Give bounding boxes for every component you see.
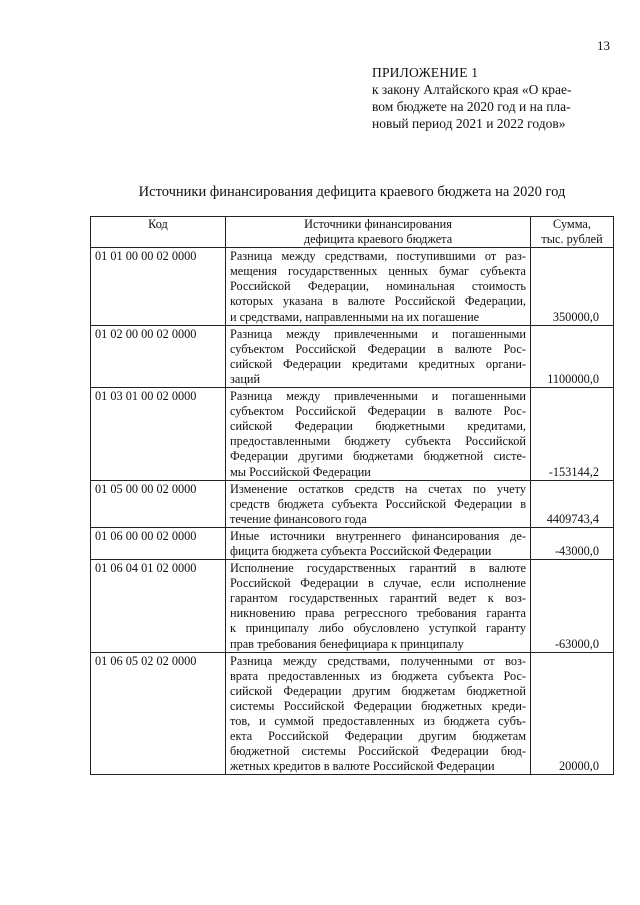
row-description-line: Российской Федерации в случае, если исполнение [230,576,526,591]
row-code: 01 05 00 00 02 0000 [91,480,226,527]
row-code: 01 02 00 00 02 0000 [91,325,226,387]
row-code: 01 06 04 01 02 0000 [91,560,226,653]
row-description-line: субъектом Российской Федерации в валюте Рос- [230,341,526,356]
appendix-line: вом бюджете на 2020 год и на пла- [372,99,571,114]
row-code: 01 06 05 02 02 0000 [91,652,226,775]
row-description-line: Иные источники внутреннего финансирования де- [230,528,526,543]
row-description-line: Разница между средствами, поступившими от раз- [230,249,526,264]
appendix-block [372,64,612,132]
table-row [91,388,614,481]
table-row [91,560,614,653]
financing-sources-table [90,216,614,775]
row-description-line: и средствами, направленными на их погашение [230,309,480,324]
row-description-line: мы Российской Федерации [230,464,371,479]
row-description-line: Разница между средствами, полученными от воз- [230,653,526,668]
row-description [226,560,531,653]
row-description [226,480,531,527]
row-description-line: к принципалу либо обусловлено уступкой гаранту [230,621,526,636]
table-row [91,325,614,387]
table-row [91,248,614,325]
row-description [226,325,531,387]
row-code: 01 06 00 00 02 0000 [91,527,226,559]
row-description-line: течение финансового года [230,511,367,526]
row-code: 01 01 00 00 02 0000 [91,248,226,325]
row-description-line: тов, и суммой предоставленных из бюджета субъ- [230,714,526,728]
row-description-line: Разница между привлеченными и погашенными [230,326,526,341]
row-description-line: мещения государственных ценных бумаг субъекта [230,264,526,279]
row-description [226,248,531,325]
row-description-line: врата предоставленных из бюджета субъекта Рос- [230,668,526,683]
row-description [226,527,531,559]
row-sum: 350000,0 [531,248,614,325]
table-row [91,527,614,559]
header-code: Код [91,217,226,248]
row-description-line: средств бюджета субъекта Российской Федерации в [230,496,526,511]
row-description-line: фицита бюджета субъекта Российской Федерации [230,543,492,558]
row-description-line: предоставленными бюджету субъекта Российской [230,434,526,449]
row-sum: -63000,0 [531,560,614,653]
row-description-line: никновению права регрессного требования гаранта [230,606,526,621]
row-sum: 4409743,4 [531,480,614,527]
row-description-line: прав требования бенефициара к принципалу [230,636,464,651]
header-name: Источники финансирования дефицита краевого бюджета [226,217,531,248]
document-heading: Источники финансирования дефицита краевого бюджета на 2020 год [138,184,566,200]
row-description-line: Исполнение государственных гарантий в валюте [230,561,526,576]
row-description-line: Разница между привлеченными и погашенными [230,389,526,404]
row-sum: -43000,0 [531,527,614,559]
row-description-line: жетных кредитов в валюте Российской Федерации [230,759,495,774]
table-row [91,652,614,775]
appendix-line: новый период 2021 и 2022 годов» [372,116,566,131]
row-description-line: которых указана в валюте Российской Федерации, [230,294,526,309]
row-description [226,388,531,481]
row-description-line: Федерации другими бюджетами бюджетной систе- [230,449,526,464]
page-number: 13 [597,38,610,53]
appendix-line: к закону Алтайского края «О крае- [372,82,572,97]
row-description-line: сийской Федерации другим бюджетам бюджетной [230,683,526,698]
row-code: 01 03 01 00 02 0000 [91,388,226,481]
row-sum: 20000,0 [531,652,614,775]
row-sum: -153144,2 [531,388,614,481]
row-description-line: бюджетной системы Российской Федерации бюд- [230,744,526,759]
row-description-line: системы Российской Федерации бюджетных креди- [230,698,526,713]
row-description-line: заций [230,371,261,386]
row-description-line: сийской Федерации бюджетными кредитами, [230,419,526,434]
header-sum: Сумма, тыс. рублей [531,217,614,248]
row-sum: 1100000,0 [531,325,614,387]
table-header-row [91,217,614,248]
row-description-line: Российской Федерации, номинальная стоимость [230,279,526,294]
appendix-title: ПРИЛОЖЕНИЕ 1 [372,65,479,80]
row-description-line: субъектом Российской Федерации в валюте Рос- [230,404,526,419]
row-description-line: Изменение остатков средств на счетах по учету [230,481,526,496]
row-description-line: екта Российской Федерации другим бюджетам [230,729,526,744]
row-description [226,652,531,775]
table-row [91,480,614,527]
row-description-line: гарантом государственных гарантий ведет к воз- [230,591,526,606]
row-description-line: сийской Федерации кредитами кредитных органи- [230,356,526,371]
